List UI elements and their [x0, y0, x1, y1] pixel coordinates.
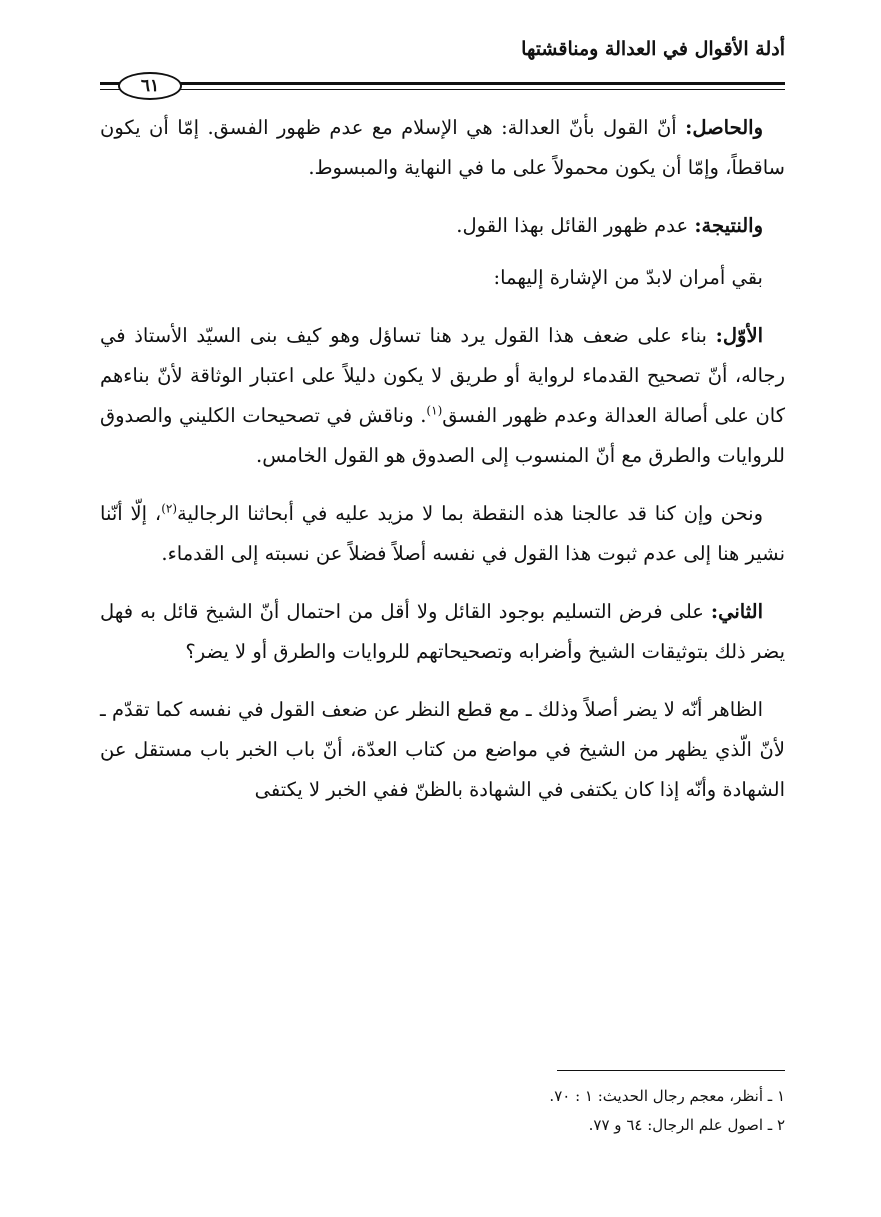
paragraph-text: بقي أمران لابدّ من الإشارة إليهما: [493, 266, 763, 289]
paragraph-label: الثاني: [710, 600, 763, 623]
paragraph [100, 108, 785, 188]
paragraph-label: الأوّل: [715, 324, 763, 347]
footnote: ٢ ـ اصول علم الرجال: ٦٤ و ٧٧. [588, 1116, 785, 1134]
footnote-ref: (١) [426, 403, 443, 418]
paragraph-text: على فرض التسليم بوجود القائل ولا أقل من احتمال أنّ الشيخ قائل به فهل يضر ذلك بتوثيقات الشيخ وأضرابه وتصحيحاتهم للروايات والطرق أو لا يضر؟ [100, 600, 785, 663]
paragraph-text: ونحن وإن كنا قد عالجنا هذه النقطة بما لا مزيد عليه في أبحاثنا الرجالية [177, 502, 763, 525]
footnote: ١ ـ أنظر، معجم رجال الحديث: ١ : ٧٠. [549, 1087, 785, 1105]
footnote-separator [557, 1070, 785, 1071]
page-number: ٦١ [118, 72, 182, 100]
paragraph-text: أنّ القول بأنّ العدالة: هي الإسلام مع عدم ظهور الفسق. إمّا أن يكون ساقطاً، وإمّا أن يكون محمولاً على ما في النهاية والمبسوط. [100, 116, 785, 179]
paragraph [100, 316, 785, 476]
paragraph [100, 592, 785, 672]
footnotes [100, 1082, 785, 1140]
header-rule [100, 82, 785, 85]
paragraph-label: والحاصل: [685, 116, 763, 139]
main-text [100, 108, 785, 828]
paragraph [100, 206, 785, 246]
paragraph [100, 258, 785, 298]
paragraph [100, 494, 785, 574]
paragraph-text: عدم ظهور القائل بهذا القول. [456, 214, 695, 237]
footnote-ref: (٢) [161, 501, 178, 516]
paragraph-text: الظاهر أنّه لا يضر أصلاً وذلك ـ مع قطع النظر عن ضعف القول في نفسه كما تقدّم ـ لأنّ الّذي يظهر من الشيخ في مواضع من كتاب العدّة، أنّ باب الخبر باب مستقل عن الشهادة وأنّه إذا كان يكتفى في الشهادة بالظنّ ففي الخبر لا يكتفى [100, 698, 785, 801]
paragraph-text: . وناقش في تصحيحات الكليني والصدوق للروايات والطرق مع أنّ المنسوب إلى الصدوق هو القول الخامس. [100, 404, 785, 467]
paragraph [100, 690, 785, 810]
paragraph-label: والنتيجة: [694, 214, 763, 237]
page-header [100, 38, 785, 98]
paragraph-text: بناء على ضعف هذا القول يرد هنا تساؤل وهو كيف بنى السيّد الأستاذ في رجاله، أنّ تصحيح القدماء لرواية أو طريق لا يكون دليلاً على اعتبار الوثاقة لأنّ بناءهم كان على أصالة العدالة وعدم ظهور الفسق [100, 324, 785, 427]
running-title: أدلة الأقوال في العدالة ومناقشتها [521, 38, 785, 60]
paragraph-text: ، إلّا أنّنا نشير هنا إلى عدم ثبوت هذا القول في نفسه أصلاً فضلاً عن نسبته إلى القدماء. [100, 502, 785, 565]
header-rule-thin [100, 89, 785, 90]
